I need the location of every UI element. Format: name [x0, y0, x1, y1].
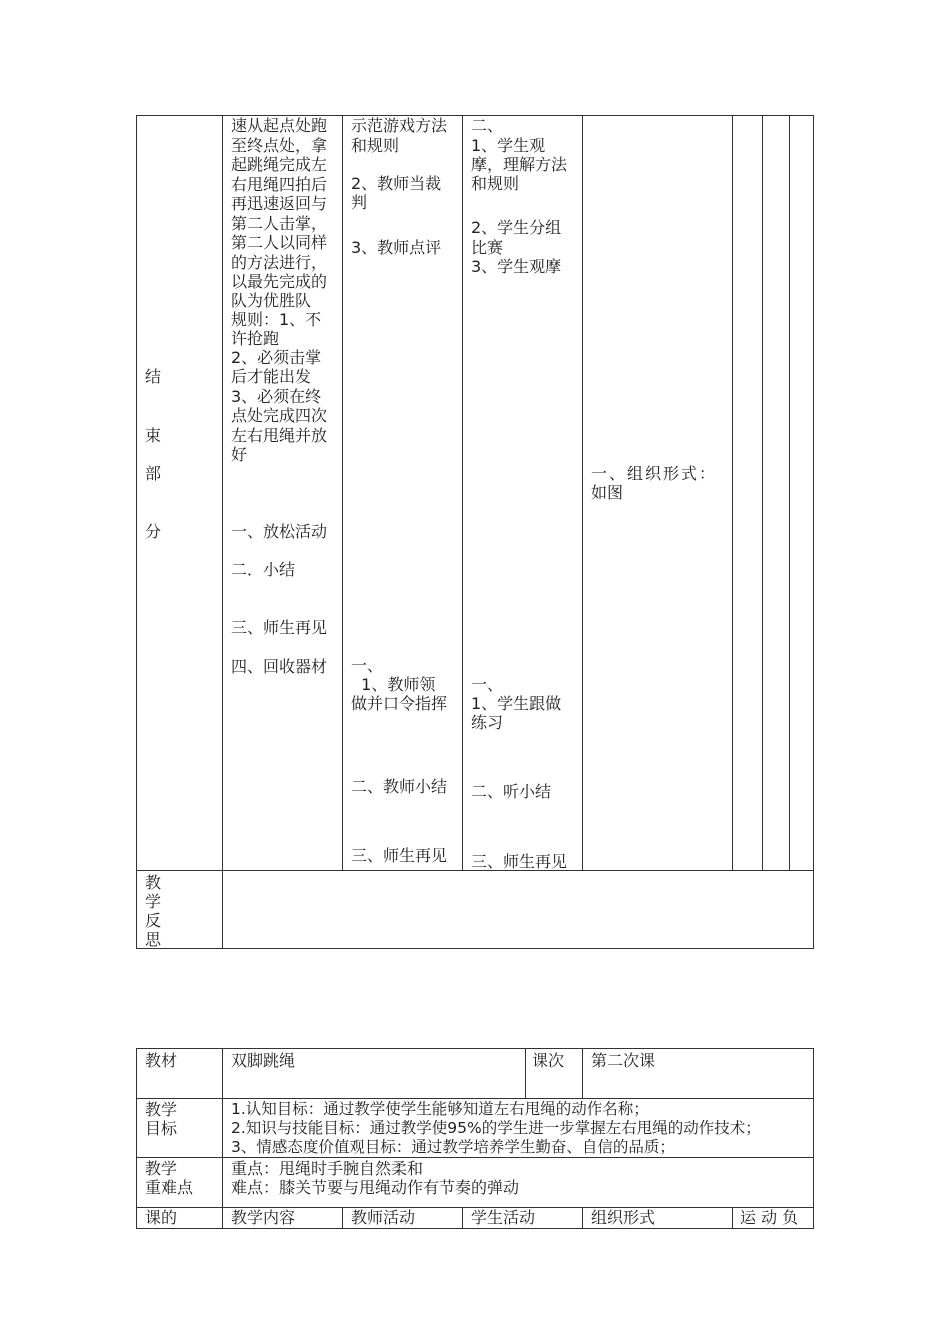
reflection-label-char: 教	[145, 873, 162, 892]
game-text-line: 第二人击掌，	[231, 214, 328, 233]
teacher-line: 2、教师当裁	[351, 174, 442, 193]
goal-line: 1.认知目标：通过教学使学生能够知道左右甩绳的动作名称；	[231, 1100, 649, 1118]
game-text-line: 再迅速返回与	[231, 194, 328, 213]
game-text-line: 速从起点处跑	[231, 116, 328, 135]
reflection-label-char: 思	[145, 930, 162, 949]
student-line: 1、学生跟做	[471, 694, 562, 713]
student-line: 3、学生观摩	[471, 257, 562, 276]
student-line: 三、师生再见	[471, 852, 568, 871]
teacher-line: 二、教师小结	[351, 777, 448, 796]
header-cell: 学生活动	[471, 1208, 536, 1227]
game-text-line: 右甩绳四拍后	[231, 175, 328, 194]
item-collect: 四、回收器材	[231, 657, 328, 676]
student-line: 和规则	[471, 174, 520, 193]
goal-label: 目标	[145, 1119, 178, 1138]
teacher-line: 判	[351, 193, 368, 212]
game-text-line: 至终点处，拿	[231, 136, 328, 155]
student-line: 摩，理解方法	[471, 155, 568, 174]
student-line: 比赛	[471, 238, 504, 257]
header-cell: 教师活动	[351, 1208, 416, 1227]
game-text-line: 2、必须击掌	[231, 348, 322, 367]
section-label-char: 部	[145, 464, 162, 483]
key-line: 难点：膝关节要与甩绳动作有节奏的弹动	[231, 1178, 520, 1197]
teacher-line: 示范游戏方法	[351, 116, 448, 135]
key-label: 重难点	[145, 1178, 194, 1197]
goal-line: 2.知识与技能目标：通过教学使95%的学生进一步掌握左右甩绳的动作技术；	[231, 1119, 761, 1137]
org-line: 如图	[591, 483, 624, 502]
game-text-line: 规则：1、不	[231, 310, 322, 329]
game-text-line: 第二人以同样	[231, 233, 328, 252]
item-goodbye: 三、师生再见	[231, 618, 328, 637]
game-text-line: 起跳绳完成左	[231, 155, 328, 174]
teacher-line: 做并口令指挥	[351, 694, 448, 713]
header-cell: 组织形式	[591, 1208, 656, 1227]
section-label-char: 分	[145, 522, 162, 541]
game-text-line: 后才能出发	[231, 367, 312, 386]
goal-label: 教学	[145, 1100, 178, 1119]
item-summary: 二．小结	[231, 560, 296, 579]
game-text-line: 以最先完成的	[231, 272, 328, 291]
item-relax: 一、放松活动	[231, 522, 328, 541]
student-line: 1、学生观	[471, 136, 546, 155]
game-text-line: 许抢跑	[231, 329, 280, 348]
student-line: 二、	[471, 116, 504, 135]
material-value: 双脚跳绳	[231, 1051, 296, 1070]
student-line: 二、听小结	[471, 782, 552, 801]
material-label: 教材	[145, 1051, 178, 1070]
game-text-line: 队为优胜队	[231, 291, 312, 310]
lesson-value: 第二次课	[591, 1051, 656, 1070]
header-cell: 教学内容	[231, 1208, 296, 1227]
reflection-label-char: 反	[145, 911, 162, 930]
header-cell: 课的	[145, 1208, 178, 1227]
game-text-line: 点处完成四次	[231, 406, 328, 425]
teacher-line: 和规则	[351, 136, 400, 155]
goal-line: 3、情感态度价值观目标：通过教学培养学生勤奋、自信的品质；	[231, 1138, 675, 1156]
game-text-line: 的方法进行，	[231, 253, 328, 272]
section-label-char: 束	[145, 426, 162, 445]
header-cell: 运 动 负	[740, 1208, 799, 1227]
teacher-line: 3、教师点评	[351, 238, 442, 257]
teacher-line: 一、	[351, 656, 384, 675]
teacher-line: 三、师生再见	[351, 846, 448, 865]
key-line: 重点：甩绳时手腕自然柔和	[231, 1159, 424, 1178]
org-line: 一、组织形式：	[591, 464, 718, 483]
game-text-line: 左右甩绳并放	[231, 426, 328, 445]
teacher-line: 1、教师领	[351, 675, 436, 694]
game-text-line: 好	[231, 445, 248, 464]
student-line: 一、	[471, 675, 504, 694]
game-text-line: 3、必须在终	[231, 387, 322, 406]
key-label: 教学	[145, 1159, 178, 1178]
student-line: 练习	[471, 713, 504, 732]
reflection-label-char: 学	[145, 892, 162, 911]
lesson-label: 课次	[532, 1051, 565, 1070]
student-line: 2、学生分组	[471, 218, 562, 237]
section-label-char: 结	[145, 367, 162, 386]
